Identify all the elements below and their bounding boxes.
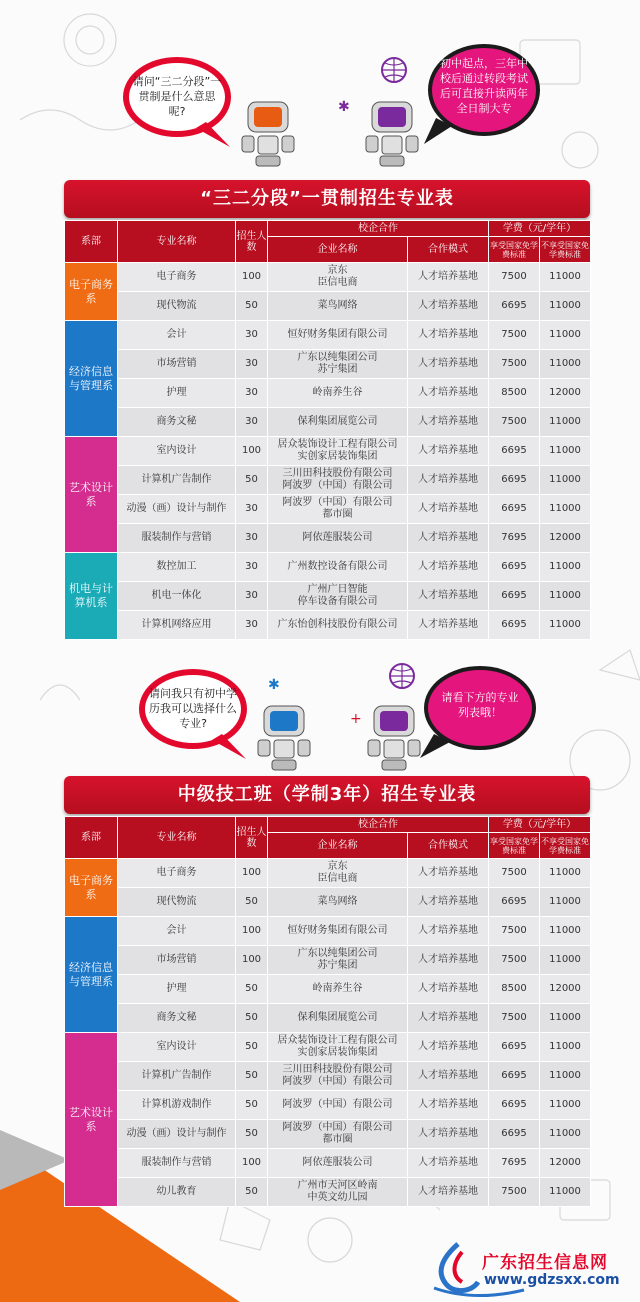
dept-cell: 电子商务系 [65,859,118,917]
fee-non-exempt-cell: 12000 [540,975,591,1004]
table-row [65,1033,591,1062]
header-company: 企业名称 [268,237,408,263]
enroll-cell: 50 [236,1178,268,1207]
fee-non-exempt-cell: 11000 [540,466,591,495]
mode-cell: 人才培养基地 [408,350,489,379]
fee-exempt-cell: 7500 [489,946,540,975]
company-cell: 阿波罗（中国）有限公司 都市圈 [268,495,408,524]
company-cell: 阿依莲服装公司 [268,1149,408,1178]
company-cell: 岭南养生谷 [268,379,408,408]
header-fee-non-exempt: 不享受国家免学费标准 [540,833,591,859]
enroll-cell: 30 [236,379,268,408]
table-row [65,1091,591,1120]
fee-exempt-cell: 6695 [489,437,540,466]
enroll-cell: 50 [236,1004,268,1033]
company-cell: 广州市天河区岭南 中英文幼儿园 [268,1178,408,1207]
header-fee-exempt: 享受国家免学费标准 [489,237,540,263]
major-cell: 计算机广告制作 [118,466,236,495]
table-row [65,263,591,292]
mode-cell: 人才培养基地 [408,437,489,466]
fee-exempt-cell: 7500 [489,859,540,888]
dept-cell: 艺术设计系 [65,437,118,553]
fee-non-exempt-cell: 11000 [540,1033,591,1062]
enroll-cell: 100 [236,437,268,466]
company-cell: 广东以纯集团公司 苏宁集团 [268,946,408,975]
mode-cell: 人才培养基地 [408,292,489,321]
table-row [65,611,591,640]
fee-exempt-cell: 6695 [489,611,540,640]
mode-cell: 人才培养基地 [408,917,489,946]
table-row [65,917,591,946]
fee-non-exempt-cell: 11000 [540,350,591,379]
fee-non-exempt-cell: 11000 [540,611,591,640]
mode-cell: 人才培养基地 [408,408,489,437]
enroll-cell: 50 [236,1062,268,1091]
sparkle-icon: ✱ [268,677,280,693]
mode-cell: 人才培养基地 [408,975,489,1004]
fee-non-exempt-cell: 11000 [540,495,591,524]
mode-cell: 人才培养基地 [408,466,489,495]
robot-red-icon [236,96,300,170]
fee-non-exempt-cell: 11000 [540,917,591,946]
enroll-cell: 30 [236,553,268,582]
major-cell: 会计 [118,917,236,946]
robot-blue-icon [252,700,316,774]
company-cell: 阿波罗（中国）有限公司 都市圈 [268,1120,408,1149]
table-row [65,350,591,379]
table-row [65,1062,591,1091]
table-row [65,1120,591,1149]
table-row [65,582,591,611]
company-cell: 三川田科技股份有限公司 阿波罗（中国）有限公司 [268,466,408,495]
fee-non-exempt-cell: 12000 [540,524,591,553]
major-cell: 室内设计 [118,1033,236,1062]
enroll-cell: 100 [236,946,268,975]
major-cell: 市场营销 [118,350,236,379]
mode-cell: 人才培养基地 [408,946,489,975]
header-fee-non-exempt: 不享受国家免学费标准 [540,237,591,263]
company-cell: 恒好财务集团有限公司 [268,917,408,946]
site-name: 广东招生信息网 [482,1253,608,1273]
table-row [65,379,591,408]
fee-non-exempt-cell: 11000 [540,946,591,975]
table-row [65,437,591,466]
company-cell: 居众装饰设计工程有限公司 实创家居装饰集团 [268,437,408,466]
enroll-cell: 30 [236,350,268,379]
site-url[interactable]: www.gdzsxx.com [484,1272,620,1288]
major-cell: 幼儿教育 [118,1178,236,1207]
enroll-cell: 50 [236,1120,268,1149]
company-cell: 居众装饰设计工程有限公司 实创家居装饰集团 [268,1033,408,1062]
major-cell: 商务文秘 [118,408,236,437]
major-cell: 数控加工 [118,553,236,582]
robot-purple-icon [360,96,424,170]
table-row [65,1178,591,1207]
company-cell: 恒好财务集团有限公司 [268,321,408,350]
mode-cell: 人才培养基地 [408,1149,489,1178]
dept-cell: 经济信息与管理系 [65,917,118,1033]
fee-exempt-cell: 8500 [489,975,540,1004]
table-row [65,553,591,582]
speech-bubble-question-1 [118,52,236,152]
enroll-cell: 50 [236,975,268,1004]
fee-exempt-cell: 7500 [489,408,540,437]
fee-non-exempt-cell: 11000 [540,292,591,321]
header-mode: 合作模式 [408,237,489,263]
fee-exempt-cell: 7695 [489,1149,540,1178]
mode-cell: 人才培养基地 [408,553,489,582]
mode-cell: 人才培养基地 [408,888,489,917]
header-coop: 校企合作 [268,221,489,237]
header-mode: 合作模式 [408,833,489,859]
fee-non-exempt-cell: 11000 [540,888,591,917]
major-cell: 现代物流 [118,888,236,917]
enroll-cell: 30 [236,495,268,524]
fee-exempt-cell: 6695 [489,292,540,321]
mode-cell: 人才培养基地 [408,524,489,553]
header-fee: 学费（元/学年） [489,817,591,833]
table-row [65,1149,591,1178]
major-cell: 市场营销 [118,946,236,975]
table-row [65,859,591,888]
fee-non-exempt-cell: 11000 [540,437,591,466]
section-title-1: “三二分段”一贯制招生专业表 [64,180,590,218]
major-cell: 护理 [118,379,236,408]
fee-exempt-cell: 7500 [489,321,540,350]
fee-exempt-cell: 6695 [489,582,540,611]
table-row [65,292,591,321]
company-cell: 广东以纯集团公司 苏宁集团 [268,350,408,379]
major-cell: 计算机网络应用 [118,611,236,640]
company-cell: 三川田科技股份有限公司 阿波罗（中国）有限公司 [268,1062,408,1091]
fee-exempt-cell: 8500 [489,379,540,408]
major-cell: 会计 [118,321,236,350]
robot-purple-icon [362,700,426,774]
mode-cell: 人才培养基地 [408,859,489,888]
fee-non-exempt-cell: 11000 [540,263,591,292]
fee-exempt-cell: 7500 [489,1178,540,1207]
enroll-cell: 50 [236,292,268,321]
fee-non-exempt-cell: 11000 [540,1062,591,1091]
fee-exempt-cell: 6695 [489,888,540,917]
table-row [65,1004,591,1033]
table-row [65,888,591,917]
section-title-2: 中级技工班（学制3年）招生专业表 [64,776,590,814]
dept-cell: 经济信息与管理系 [65,321,118,437]
major-table-1 [64,220,591,640]
enroll-cell: 50 [236,888,268,917]
major-cell: 计算机广告制作 [118,1062,236,1091]
mode-cell: 人才培养基地 [408,1120,489,1149]
fee-exempt-cell: 6695 [489,1062,540,1091]
major-cell: 机电一体化 [118,582,236,611]
major-table-2 [64,816,591,1207]
company-cell: 保利集团展览公司 [268,1004,408,1033]
fee-exempt-cell: 7695 [489,524,540,553]
enroll-cell: 50 [236,1033,268,1062]
company-cell: 菜鸟网络 [268,888,408,917]
bubble-text: 请问“三二分段”一贯制是什么意思呢? [132,75,222,118]
table-row [65,466,591,495]
fee-non-exempt-cell: 11000 [540,1004,591,1033]
dept-cell: 艺术设计系 [65,1033,118,1207]
fee-non-exempt-cell: 11000 [540,859,591,888]
mode-cell: 人才培养基地 [408,495,489,524]
mode-cell: 人才培养基地 [408,1178,489,1207]
fee-non-exempt-cell: 11000 [540,1120,591,1149]
header-major: 专业名称 [118,221,236,263]
enroll-cell: 100 [236,263,268,292]
enroll-cell: 50 [236,1091,268,1120]
major-cell: 动漫（画）设计与制作 [118,1120,236,1149]
company-cell: 京东 臣信电商 [268,263,408,292]
fee-non-exempt-cell: 12000 [540,1149,591,1178]
header-enroll: 招生人数 [236,817,268,859]
speech-bubble-answer-2 [420,662,540,762]
fee-exempt-cell: 6695 [489,1033,540,1062]
header-coop: 校企合作 [268,817,489,833]
major-cell: 室内设计 [118,437,236,466]
enroll-cell: 30 [236,524,268,553]
fee-non-exempt-cell: 11000 [540,1178,591,1207]
major-cell: 护理 [118,975,236,1004]
enroll-cell: 50 [236,466,268,495]
major-cell: 服装制作与营销 [118,524,236,553]
major-cell: 电子商务 [118,859,236,888]
header-fee: 学费（元/学年） [489,221,591,237]
fee-non-exempt-cell: 11000 [540,321,591,350]
bubble-text: 初中起点，三年中校后通过转段考试后可直接升读两年全日制大专 [440,57,528,115]
mode-cell: 人才培养基地 [408,321,489,350]
enroll-cell: 30 [236,611,268,640]
fee-exempt-cell: 7500 [489,1004,540,1033]
enroll-cell: 30 [236,582,268,611]
major-cell: 现代物流 [118,292,236,321]
enroll-cell: 100 [236,1149,268,1178]
fee-exempt-cell: 7500 [489,350,540,379]
fee-exempt-cell: 6695 [489,1120,540,1149]
mode-cell: 人才培养基地 [408,1033,489,1062]
company-cell: 京东 臣信电商 [268,859,408,888]
company-cell: 阿波罗（中国）有限公司 [268,1091,408,1120]
fee-exempt-cell: 6695 [489,466,540,495]
mode-cell: 人才培养基地 [408,379,489,408]
fee-non-exempt-cell: 11000 [540,408,591,437]
table-row [65,946,591,975]
table-row [65,524,591,553]
fee-non-exempt-cell: 11000 [540,582,591,611]
dept-cell: 机电与计算机系 [65,553,118,640]
globe-icon [388,662,416,690]
header-major: 专业名称 [118,817,236,859]
table-row [65,495,591,524]
fee-non-exempt-cell: 12000 [540,379,591,408]
fee-exempt-cell: 7500 [489,917,540,946]
fee-non-exempt-cell: 11000 [540,553,591,582]
major-cell: 计算机游戏制作 [118,1091,236,1120]
fee-exempt-cell: 6695 [489,553,540,582]
table-row [65,408,591,437]
header-company: 企业名称 [268,833,408,859]
company-cell: 广东怡创科技股份有限公司 [268,611,408,640]
speech-bubble-question-2 [134,664,252,764]
table-row [65,321,591,350]
table-row [65,975,591,1004]
speech-bubble-answer-1 [424,40,544,150]
company-cell: 广州广日智能 停车设备有限公司 [268,582,408,611]
company-cell: 保利集团展览公司 [268,408,408,437]
company-cell: 阿依莲服装公司 [268,524,408,553]
company-cell: 广州数控设备有限公司 [268,553,408,582]
mode-cell: 人才培养基地 [408,1004,489,1033]
enroll-cell: 30 [236,321,268,350]
bubble-text: 请看下方的专业列表哦！ [441,691,519,719]
enroll-cell: 100 [236,917,268,946]
enroll-cell: 30 [236,408,268,437]
major-cell: 动漫（画）设计与制作 [118,495,236,524]
header-enroll: 招生人数 [236,221,268,263]
major-cell: 商务文秘 [118,1004,236,1033]
dept-cell: 电子商务系 [65,263,118,321]
mode-cell: 人才培养基地 [408,1091,489,1120]
company-cell: 菜鸟网络 [268,292,408,321]
mode-cell: 人才培养基地 [408,1062,489,1091]
company-cell: 岭南养生谷 [268,975,408,1004]
major-cell: 服装制作与营销 [118,1149,236,1178]
fee-exempt-cell: 6695 [489,495,540,524]
header-dept: 系部 [65,817,118,859]
header-fee-exempt: 享受国家免学费标准 [489,833,540,859]
fee-non-exempt-cell: 11000 [540,1091,591,1120]
fee-exempt-cell: 7500 [489,263,540,292]
globe-icon [380,56,408,84]
mode-cell: 人才培养基地 [408,582,489,611]
enroll-cell: 100 [236,859,268,888]
major-cell: 电子商务 [118,263,236,292]
plus-icon: + [350,711,362,727]
mode-cell: 人才培养基地 [408,611,489,640]
fee-exempt-cell: 6695 [489,1091,540,1120]
sparkle-icon: ✱ [338,99,350,115]
bubble-text: 请问我只有初中学历我可以选择什么专业? [149,687,237,730]
header-dept: 系部 [65,221,118,263]
mode-cell: 人才培养基地 [408,263,489,292]
